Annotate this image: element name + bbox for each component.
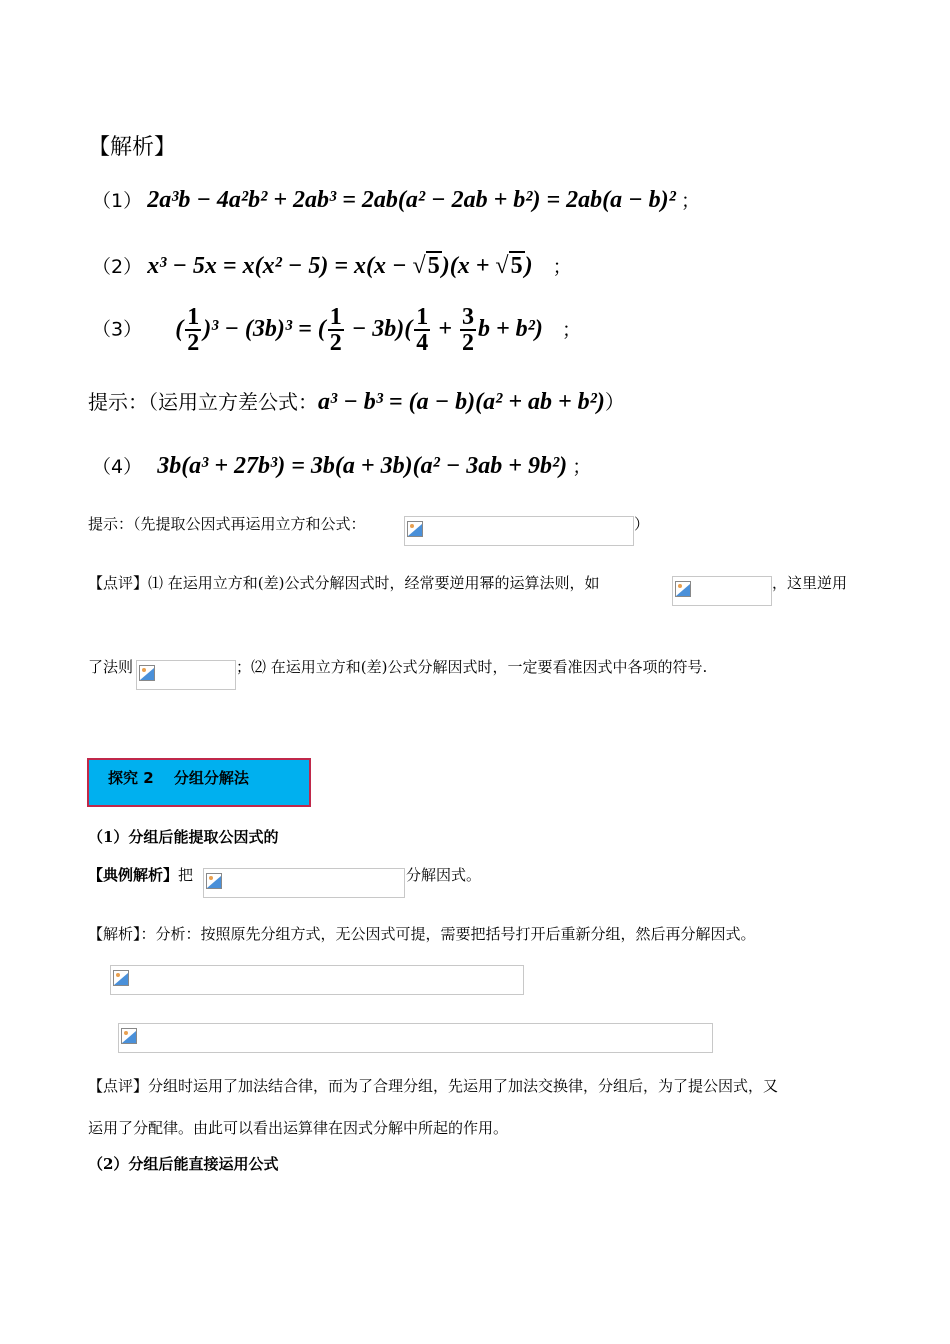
analysis-2-text: ：分析：按照原先分组方式，无公因式可提，需要把括号打开后重新分组，然后再分解因式。 xyxy=(140,925,756,943)
hint-1 xyxy=(88,386,625,416)
step-3-label: （3） xyxy=(92,318,143,341)
review-2-text-1: 分组时运用了加法结合律，而为了合理分组，先运用了加法交换律，分组后，为了提公因式，又 xyxy=(148,1077,779,1095)
step-2-math-a: x³ − 5x = x(x² − 5) = x(x − xyxy=(147,253,413,279)
section-2-title: 探究 2 分组分解法 xyxy=(108,769,249,787)
analysis-2 xyxy=(88,923,756,944)
section-2-header xyxy=(87,758,311,807)
review-2-line-1 xyxy=(88,1075,778,1096)
step-1-math: 2a³b − 4a²b² + 2ab³ = 2ab(a² − 2ab + b²) = 2ab(a − b)² xyxy=(147,187,676,213)
analysis-2-label: 【解析】 xyxy=(88,925,141,943)
broken-image-icon xyxy=(121,1028,137,1044)
review-1-part-3: 了法则 xyxy=(88,658,134,676)
example-after: 分解因式。 xyxy=(406,866,482,884)
frac-2-den: 2 xyxy=(329,330,342,356)
step-3-part-b: − 3b)( xyxy=(345,315,413,342)
hint-1-math: a³ − b³ = (a − b)(a² + ab + b²) xyxy=(318,389,605,415)
review-2-label: 【点评】 xyxy=(88,1077,149,1095)
frac-2-num: 1 xyxy=(329,304,342,330)
example-label: 【典例解析】 xyxy=(88,866,179,884)
hint-2-before: 提示：（先提取公因式再运用立方和公式： xyxy=(88,515,366,533)
hint-2-after: ） xyxy=(634,515,650,533)
subsection-1-title: （1）分组后能提取公因式的 xyxy=(88,828,279,846)
broken-image-icon xyxy=(407,521,423,537)
broken-image-icon xyxy=(113,970,129,986)
review-2-line-2: 运用了分配律。由此可以看出运算律在因式分解中所起的作用。 xyxy=(88,1119,509,1137)
formula-image-4 xyxy=(203,868,405,898)
step-2-sqrt-1: 5 xyxy=(427,253,440,279)
frac-3-den: 4 xyxy=(416,330,429,356)
broken-image-icon xyxy=(139,665,155,681)
step-3: （3） ( $\frac{1}{2}$ )³ − (3b)³ = ( $\frac{1}{2}$ − 3b)( $\frac{1}{4}$ + $\frac{3}{2}$ b + b²) ； xyxy=(92,304,581,356)
frac-1-den: 2 xyxy=(187,330,200,356)
hint-1-text: 提示：（运用立方差公式： xyxy=(88,390,318,414)
step-2-end: ； xyxy=(552,256,572,278)
step-4-end: ； xyxy=(572,456,592,478)
step-3-part-a: )³ − (3b)³ = ( xyxy=(203,315,326,342)
analysis-heading: 【解析】 xyxy=(88,135,177,160)
review-1-part-1: 【点评】⑴ 在运用立方和(差)公式分解因式时，经常要逆用幂的运算法则，如 xyxy=(88,574,600,592)
formula-image-3 xyxy=(136,660,236,690)
step-2-math-b: )(x + xyxy=(441,253,496,279)
step-4 xyxy=(92,452,591,480)
formula-image-6 xyxy=(118,1023,713,1053)
subsection-2-title: （2）分组后能直接运用公式 xyxy=(88,1155,279,1173)
formula-image-1 xyxy=(404,516,634,546)
step-4-math: 3b(a³ + 27b³) = 3b(a + 3b)(a² − 3ab + 9b²) xyxy=(157,453,568,479)
formula-image-2 xyxy=(672,576,772,606)
frac-1-num: 1 xyxy=(187,304,200,330)
step-4-label: （4） xyxy=(92,456,143,478)
step-3-end: ； xyxy=(561,318,581,341)
step-3-part-c: + xyxy=(432,315,458,342)
frac-4-num: 3 xyxy=(461,304,474,330)
step-2-math-c: ) xyxy=(524,253,533,279)
step-1 xyxy=(92,186,700,214)
step-2: （2） x³ − 5x = x(x² − 5) = x(x − √5)(x + √5) ； xyxy=(92,253,572,279)
step-1-label: （1） xyxy=(92,190,143,212)
hint-1-end: ） xyxy=(604,390,625,414)
step-2-sqrt-2: 5 xyxy=(510,253,523,279)
example-before: 把 xyxy=(178,866,194,884)
example-line xyxy=(88,864,193,885)
step-3-part-d: b + b²) xyxy=(477,315,543,342)
broken-image-icon xyxy=(206,873,222,889)
step-2-label: （2） xyxy=(92,256,143,278)
frac-4-den: 2 xyxy=(461,330,474,356)
broken-image-icon xyxy=(675,581,691,597)
review-1-part-2: ，这里逆用 xyxy=(772,574,848,592)
step-1-end: ； xyxy=(680,190,700,212)
formula-image-5 xyxy=(110,965,524,995)
frac-3-num: 1 xyxy=(416,304,429,330)
review-1-part-4: ；⑵ 在运用立方和(差)公式分解因式时，一定要看准因式中各项的符号. xyxy=(236,658,708,676)
